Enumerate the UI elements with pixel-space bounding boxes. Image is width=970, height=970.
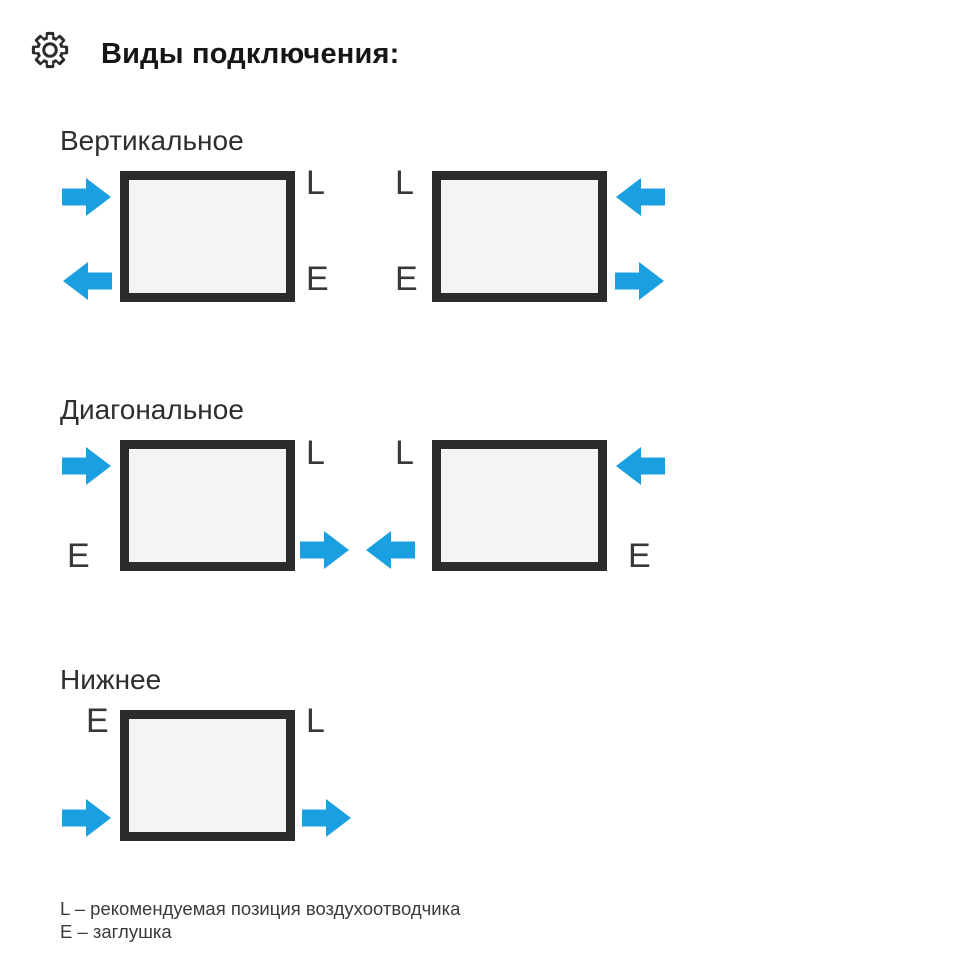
radiator-box	[432, 171, 607, 302]
section-title-bottom: Нижнее	[60, 664, 162, 695]
radiator-box	[120, 710, 295, 841]
flow-in-arrow	[615, 177, 665, 217]
flow-in-arrow	[62, 446, 112, 486]
air-vent-label: L	[395, 434, 414, 472]
legend-air-vent: L – рекомендуемая позиция воздухоотводчика	[60, 898, 461, 919]
section-title-vertical: Вертикальное	[60, 125, 244, 156]
radiator-box	[120, 440, 295, 571]
flow-in-arrow	[62, 798, 112, 838]
radiator-box	[432, 440, 607, 571]
flow-in-arrow	[615, 446, 665, 486]
page-title: Виды подключения:	[101, 38, 400, 70]
flow-out-arrow	[62, 261, 112, 301]
air-vent-label: L	[306, 702, 325, 740]
flow-out-arrow	[302, 798, 352, 838]
plug-label: E	[86, 702, 109, 740]
air-vent-label: L	[306, 434, 325, 472]
plug-label: E	[67, 537, 90, 575]
plug-label: E	[628, 537, 651, 575]
legend-plug: E – заглушка	[60, 921, 172, 942]
air-vent-label: L	[306, 164, 325, 202]
flow-in-arrow	[62, 177, 112, 217]
plug-label: E	[395, 260, 418, 298]
gear-icon	[31, 31, 69, 69]
plug-label: E	[306, 260, 329, 298]
radiator-box	[120, 171, 295, 302]
air-vent-label: L	[395, 164, 414, 202]
flow-out-arrow	[615, 261, 665, 301]
flow-out-arrow	[300, 530, 350, 570]
flow-out-arrow	[365, 530, 415, 570]
section-title-diagonal: Диагональное	[60, 394, 244, 425]
legend	[60, 897, 460, 943]
